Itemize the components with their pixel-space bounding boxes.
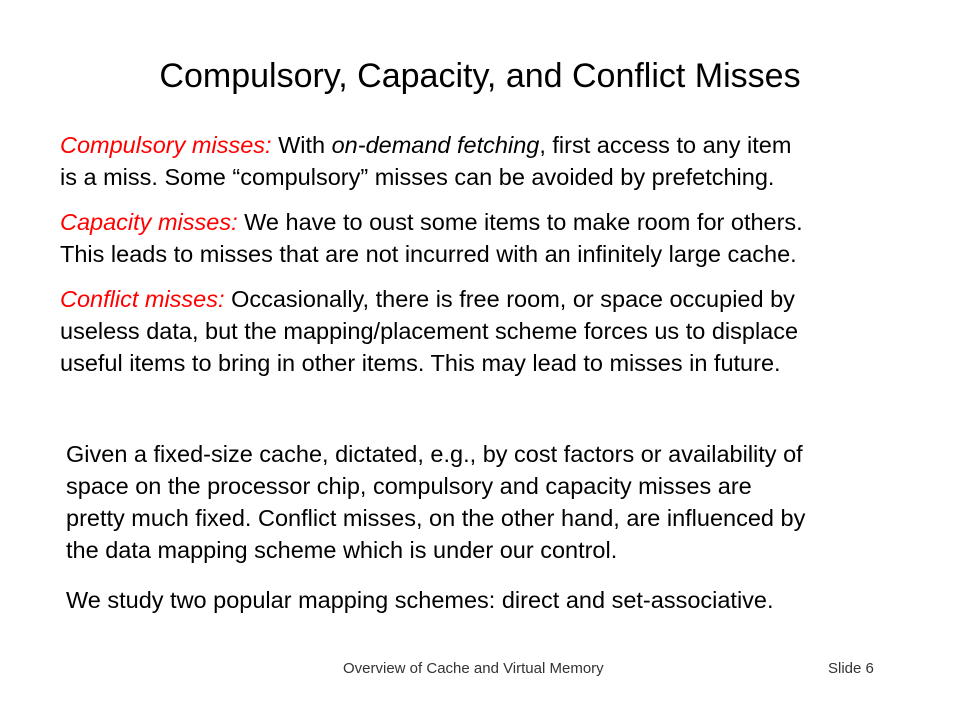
paragraph-text: With bbox=[271, 132, 332, 158]
compulsory-misses-paragraph bbox=[60, 129, 791, 193]
mapping-schemes-paragraph bbox=[66, 584, 774, 616]
term-capacity-misses: Capacity misses: bbox=[60, 209, 238, 235]
paragraph-line: We study two popular mapping schemes: direct and set-associative. bbox=[66, 587, 774, 613]
paragraph-line: Given a fixed-size cache, dictated, e.g., by cost factors or availability of bbox=[66, 441, 803, 467]
paragraph-text: is a miss. Some “compulsory” misses can be avoided by prefetching. bbox=[60, 164, 775, 190]
slide-number: Slide 6 bbox=[828, 660, 874, 677]
paragraph-line: the data mapping scheme which is under our control. bbox=[66, 537, 618, 563]
paragraph-text: useless data, but the mapping/placement scheme forces us to displace bbox=[60, 318, 799, 344]
conflict-misses-paragraph bbox=[60, 283, 798, 379]
paragraph-text: We have to oust some items to make room for others. bbox=[237, 209, 803, 235]
paragraph-text: This leads to misses that are not incurred with an infinitely large cache. bbox=[60, 241, 797, 267]
emphasis-on-demand-fetching: on-demand fetching bbox=[331, 132, 540, 158]
paragraph-line: space on the processor chip, compulsory and capacity misses are bbox=[66, 473, 752, 499]
capacity-misses-paragraph bbox=[60, 206, 803, 270]
paragraph-text: , first access to any item bbox=[539, 132, 792, 158]
paragraph-text: Occasionally, there is free room, or space occupied by bbox=[224, 286, 795, 312]
slide-title: Compulsory, Capacity, and Conflict Misses bbox=[159, 57, 801, 95]
term-compulsory-misses: Compulsory misses: bbox=[60, 132, 272, 158]
paragraph-text: useful items to bring in other items. This may lead to misses in future. bbox=[60, 350, 781, 376]
fixed-size-cache-paragraph bbox=[66, 438, 805, 566]
paragraph-line: pretty much fixed. Conflict misses, on the other hand, are influenced by bbox=[66, 505, 806, 531]
term-conflict-misses: Conflict misses: bbox=[60, 286, 225, 312]
footer-title: Overview of Cache and Virtual Memory bbox=[343, 660, 604, 677]
